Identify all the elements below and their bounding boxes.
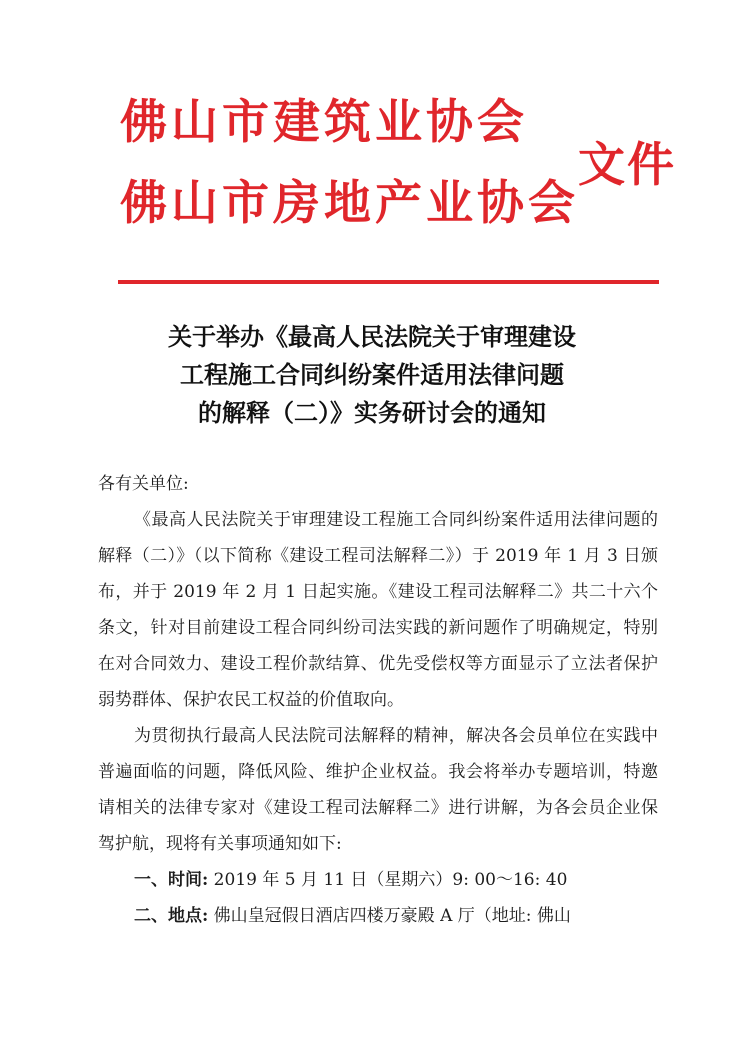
item-location-value: 佛山皇冠假日酒店四楼万豪殿 A 厅（地址: 佛山 xyxy=(208,906,571,926)
item-time-label: 一、时间: xyxy=(134,870,209,890)
item-time-value: 2019 年 5 月 11 日（星期六）9: 00～16: 40 xyxy=(208,870,568,890)
title-line-2: 工程施工合同纠纷案件适用法律问题 xyxy=(180,361,564,389)
body-paragraph-1: 《最高人民法院关于审理建设工程施工合同纠纷案件适用法律问题的解释（二）》（以下简称《建设工程司法解释二》）于 2019 年 1 月 3 日颁布，并于 2019 年 2 月 1 日起实施。《建设工程司法解释二》共二十六个条文，针对目前建设工程合同纠纷司法实践的新问题作了明确规定，特别在对合同效力、建设工程价款结算、优先受偿权等方面显示了立法者保护弱势群体、保护农民工权益的价值取向。 xyxy=(98,510,658,710)
item-location-label: 二、地点: xyxy=(134,906,209,926)
notice-body xyxy=(98,466,658,934)
letterhead-org-1: 佛山市建筑业协会 xyxy=(120,95,528,150)
salutation: 各有关单位: xyxy=(98,474,189,494)
letterhead-doc-word: 文件 xyxy=(578,138,676,193)
letterhead-org-2: 佛山市房地产业协会 xyxy=(120,176,579,231)
notice-title xyxy=(100,318,644,432)
item-time xyxy=(98,862,658,898)
body-paragraph-2: 为贯彻执行最高人民法院司法解释的精神，解决各会员单位在实践中普遍面临的问题，降低风险、维护企业权益。我会将举办专题培训，特邀请相关的法律专家对《建设工程司法解释二》进行讲解，为各会员企业保驾护航，现将有关事项通知如下: xyxy=(98,726,658,854)
title-line-1: 关于举办《最高人民法院关于审理建设 xyxy=(168,323,576,351)
title-line-3: 的解释（二）》实务研讨会的通知 xyxy=(198,399,546,427)
letterhead-red-rule xyxy=(118,280,659,284)
item-location xyxy=(98,898,658,934)
